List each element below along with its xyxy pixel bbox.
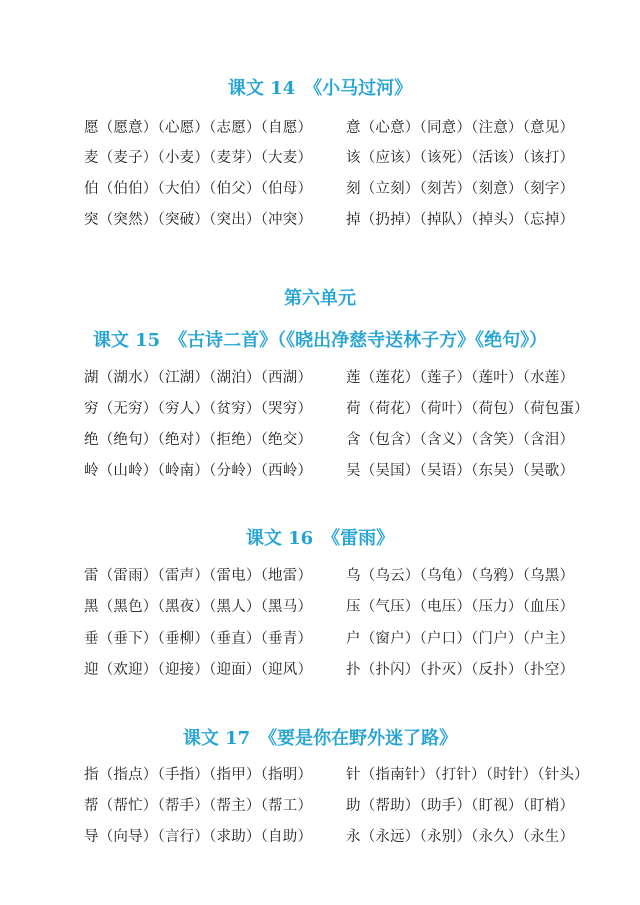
lesson-15-row-1-left: 湖（湖水）（江湖）（湖泊）（西湖）: [84, 370, 313, 386]
lesson-14-title: 课文 14 《小马过河》: [227, 78, 413, 99]
lesson-17-row-2-left: 帮（帮忙）（帮手）（帮主）（帮工）: [84, 798, 313, 814]
lesson-15-row-1-right: 莲（莲花）（莲子）（莲叶）（水莲）: [346, 370, 575, 386]
lesson-17-row-1-left: 指（指点）（手指）（指甲）（指明）: [84, 767, 313, 783]
lesson-15-row-3-right: 含（包含）（含义）（含笑）（含泪）: [346, 432, 575, 448]
lesson-15-title: 课文 15 《古诗二首》（《晓出净慈寺送林子方》《绝句》）: [92, 330, 548, 351]
lesson-14-row-1-left: 愿（愿意）（心愿）（志愿）（自愿）: [84, 120, 313, 136]
lesson-15-row-2-right: 荷（荷花）（荷叶）（荷包）（荷包蛋）: [346, 401, 589, 417]
lesson-14-row-4-left: 突（突然）（突破）（突出）（冲突）: [84, 212, 313, 228]
lesson-15-row-3-left: 绝（绝句）（绝对）（拒绝）（绝交）: [84, 432, 313, 448]
lesson-14-row-1-right: 意（心意）（同意）（注意）（意见）: [346, 120, 575, 136]
lesson-14-row-2-left: 麦（麦子）（小麦）（麦芽）（大麦）: [84, 150, 313, 166]
lesson-16-row-2-right: 压（气压）（电压）（压力）（血压）: [346, 599, 575, 615]
lesson-16-row-1-left: 雷（雷雨）（雷声）（雷电）（地雷）: [84, 568, 313, 584]
lesson-16-title: 课文 16 《雷雨》: [245, 528, 395, 549]
lesson-16-row-3-right: 户（窗户）（户口）（门户）（户主）: [346, 631, 575, 647]
lesson-15-row-4-left: 岭（山岭）（岭南）（分岭）（西岭）: [84, 463, 313, 479]
lesson-16-row-4-left: 迎（欢迎）（迎接）（迎面）（迎风）: [84, 662, 313, 678]
lesson-17-row-2-right: 助（帮助）（助手）（盯视）（盯梢）: [346, 798, 575, 814]
lesson-15-row-4-right: 吴（吴国）（吴语）（东吴）（吴歌）: [346, 463, 575, 479]
lesson-16-row-4-right: 扑（扑闪）（扑灭）（反扑）（扑空）: [346, 662, 575, 678]
lesson-17-row-3-right: 永（永远）（永别）（永久）（永生）: [346, 829, 575, 845]
lesson-17-title: 课文 17 《要是你在野外迷了路》: [182, 728, 458, 749]
lesson-14-row-2-right: 该（应该）（该死）（活该）（该打）: [346, 150, 575, 166]
lesson-14-row-3-right: 刻（立刻）（刻苦）（刻意）（刻字）: [346, 181, 575, 197]
lesson-16-row-2-left: 黑（黑色）（黑夜）（黑人）（黑马）: [84, 599, 313, 615]
lesson-16-row-3-left: 垂（垂下）（垂柳）（垂直）（垂青）: [84, 631, 313, 647]
lesson-17-row-1-right: 针（指南针）（打针）（时针）（针头）: [346, 767, 589, 783]
lesson-17-row-3-left: 导（向导）（言行）（求助）（自助）: [84, 829, 313, 845]
lesson-16-row-1-right: 乌（乌云）（乌龟）（乌鸦）（乌黑）: [346, 568, 575, 584]
lesson-15-row-2-left: 穷（无穷）（穷人）（贫穷）（哭穷）: [84, 401, 313, 417]
unit-6-heading: 第六单元: [284, 288, 356, 309]
lesson-14-row-3-left: 伯（伯伯）（大伯）（伯父）（伯母）: [84, 181, 313, 197]
lesson-14-row-4-right: 掉（扔掉）（掉队）（掉头）（忘掉）: [346, 212, 575, 228]
